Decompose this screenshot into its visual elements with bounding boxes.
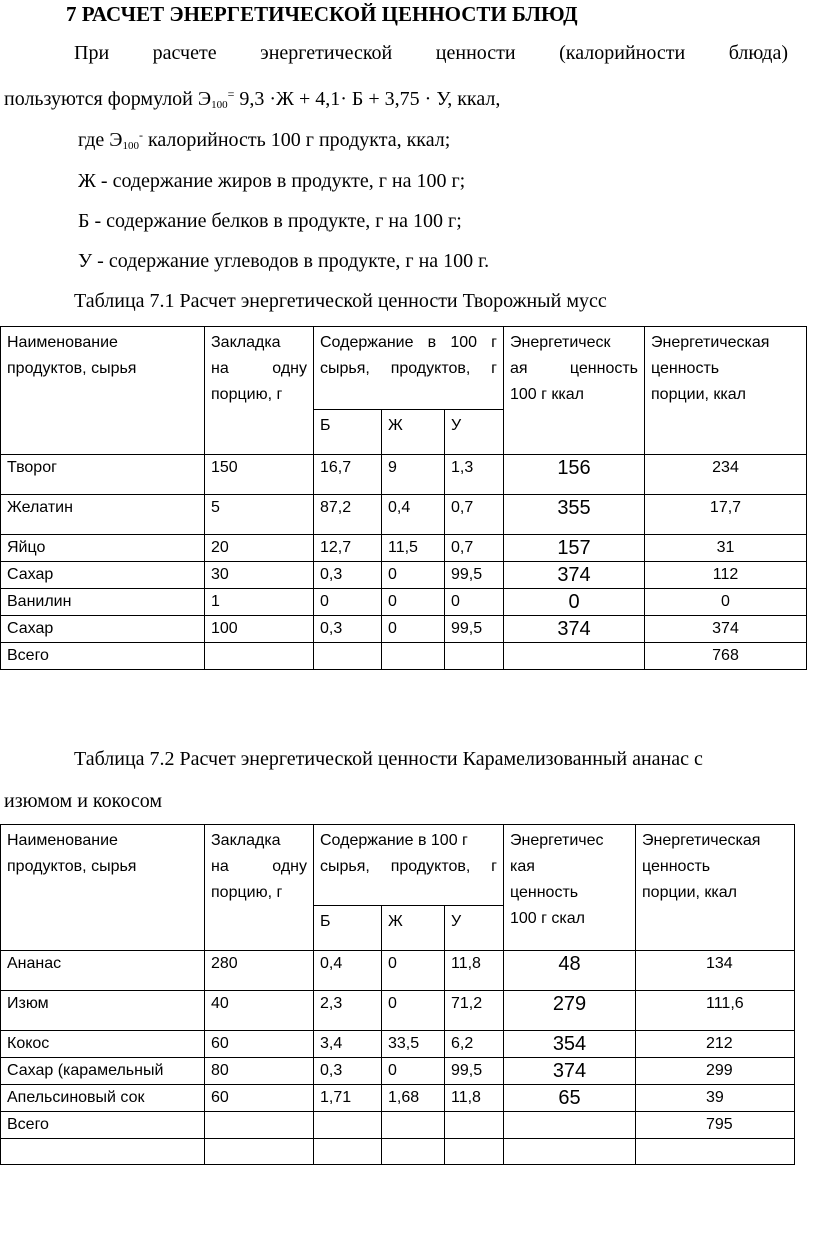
cell-portion: 20 [205,535,314,562]
table1 [0,326,807,670]
cell-e100: 374 [504,1058,636,1085]
cell-u: 11,8 [445,1085,504,1112]
t2-header-name: Наименование продуктов, сырья [1,825,205,951]
cell-b: 2,3 [314,991,382,1031]
t1-header-energy-portion: Энергетическая ценность порции, ккал [645,327,807,455]
t2-subheader-zh: Ж [382,906,445,951]
total-label: Всего [1,643,205,670]
cell-e100: 65 [504,1085,636,1112]
cell-e100: 374 [504,562,645,589]
intro-line-1: При расчете энергетической ценности (калорийности блюда) [74,42,788,64]
cell-u: 0,7 [445,535,504,562]
t1-header-content: Содержание в 100 г сырья, продуктов, г [314,327,504,410]
cell-ep: 31 [645,535,807,562]
t1-subheader-u: У [445,410,504,455]
t2-header-energy100: Энергетичес кая ценность 100 г скал [504,825,636,951]
table-row [1,1058,795,1085]
cell-name: Сахар (карамельный [1,1058,205,1085]
cell-zh: 0 [382,589,445,616]
cell-ep: 0 [645,589,807,616]
cell-b: 0,3 [314,1058,382,1085]
table-row [1,562,807,589]
table-row [1,991,795,1031]
table-empty-row [1,1139,795,1165]
formula-where: где $Э_{100}^-$ калорийность 100 г продукта, ккал; [78,128,451,152]
table2-caption-line1: Таблица 7.2 Расчет энергетической ценности Карамелизованный ананас с [74,748,703,770]
cell-ep: 111,6 [636,991,795,1031]
cell-u: 99,5 [445,562,504,589]
cell-zh: 0 [382,616,445,643]
cell-ep: 17,7 [645,495,807,535]
table-total-row [1,643,807,670]
cell-name: Ванилин [1,589,205,616]
cell-ep: 134 [636,951,795,991]
cell-u: 0,7 [445,495,504,535]
t2-header-content: Содержание в 100 г сырья, продуктов, г [314,825,504,906]
cell-name: Сахар [1,562,205,589]
cell-b: 0,3 [314,616,382,643]
cell-zh: 11,5 [382,535,445,562]
cell-b: 0,3 [314,562,382,589]
cell-u: 71,2 [445,991,504,1031]
cell-name: Творог [1,455,205,495]
cell-ep: 112 [645,562,807,589]
table-row [1,1085,795,1112]
cell-b: 0,4 [314,951,382,991]
cell-zh: 1,68 [382,1085,445,1112]
cell-portion: 80 [205,1058,314,1085]
cell-portion: 100 [205,616,314,643]
cell-e100: 48 [504,951,636,991]
cell-name: Яйцо [1,535,205,562]
definition-fat: Ж - содержание жиров в продукте, г на 100 г; [78,170,466,192]
cell-b: 1,71 [314,1085,382,1112]
table-total-row [1,1112,795,1139]
cell-e100: 374 [504,616,645,643]
cell-b: 3,4 [314,1031,382,1058]
cell-portion: 280 [205,951,314,991]
cell-u: 0 [445,589,504,616]
cell-b: 16,7 [314,455,382,495]
cell-b: 87,2 [314,495,382,535]
t1-header-name: Наименование продуктов, сырья [1,327,205,455]
cell-name: Кокос [1,1031,205,1058]
cell-ep: 299 [636,1058,795,1085]
table-row [1,1031,795,1058]
t2-subheader-u: У [445,906,504,951]
cell-name: Изюм [1,991,205,1031]
cell-name: Апельсиновый сок [1,1085,205,1112]
cell-u: 6,2 [445,1031,504,1058]
section-heading: 7 РАСЧЕТ ЭНЕРГЕТИЧЕСКОЙ ЦЕННОСТИ БЛЮД [66,2,578,26]
cell-portion: 1 [205,589,314,616]
cell-zh: 0 [382,951,445,991]
cell-ep: 39 [636,1085,795,1112]
cell-portion: 150 [205,455,314,495]
cell-ep: 212 [636,1031,795,1058]
t2-header-portion: Закладка на одну порцию, г [205,825,314,951]
t1-subheader-zh: Ж [382,410,445,455]
table-row [1,455,807,495]
table2-caption-line2: изюмом и кокосом [4,790,162,812]
cell-zh: 33,5 [382,1031,445,1058]
cell-name: Желатин [1,495,205,535]
cell-portion: 30 [205,562,314,589]
cell-e100: 279 [504,991,636,1031]
cell-e100: 156 [504,455,645,495]
t2-subheader-b: Б [314,906,382,951]
table-row [1,535,807,562]
formula-line: пользуются формулой $Э_{100}^=$ 9,3 ·Ж + 4,1· Б + 3,75 · У, ккал, [4,87,501,111]
t1-subheader-b: Б [314,410,382,455]
cell-portion: 60 [205,1085,314,1112]
t2-header-energy-portion: Энергетическая ценность порции, ккал [636,825,795,951]
cell-e100: 355 [504,495,645,535]
cell-portion: 40 [205,991,314,1031]
cell-name: Сахар [1,616,205,643]
cell-zh: 0 [382,1058,445,1085]
total-value: 768 [645,643,807,670]
table-row [1,951,795,991]
table1-caption: Таблица 7.1 Расчет энергетической ценности Творожный мусс [74,290,607,312]
cell-e100: 0 [504,589,645,616]
cell-portion: 60 [205,1031,314,1058]
cell-portion: 5 [205,495,314,535]
definition-carb: У - содержание углеводов в продукте, г на 100 г. [78,250,490,272]
cell-zh: 0,4 [382,495,445,535]
table-row [1,589,807,616]
cell-ep: 374 [645,616,807,643]
definition-protein: Б - содержание белков в продукте, г на 100 г; [78,210,462,232]
total-value: 795 [636,1112,795,1139]
cell-u: 11,8 [445,951,504,991]
cell-zh: 0 [382,562,445,589]
cell-b: 0 [314,589,382,616]
t1-header-portion: Закладка на одну порцию, г [205,327,314,455]
cell-e100: 354 [504,1031,636,1058]
cell-name: Ананас [1,951,205,991]
t1-header-energy100: Энергетическ ая ценность 100 г ккал [504,327,645,455]
table2 [0,824,795,1165]
table-row [1,616,807,643]
cell-zh: 0 [382,991,445,1031]
cell-e100: 157 [504,535,645,562]
cell-u: 99,5 [445,1058,504,1085]
cell-u: 1,3 [445,455,504,495]
cell-b: 12,7 [314,535,382,562]
table-row [1,495,807,535]
cell-ep: 234 [645,455,807,495]
total-label: Всего [1,1112,205,1139]
cell-zh: 9 [382,455,445,495]
cell-u: 99,5 [445,616,504,643]
